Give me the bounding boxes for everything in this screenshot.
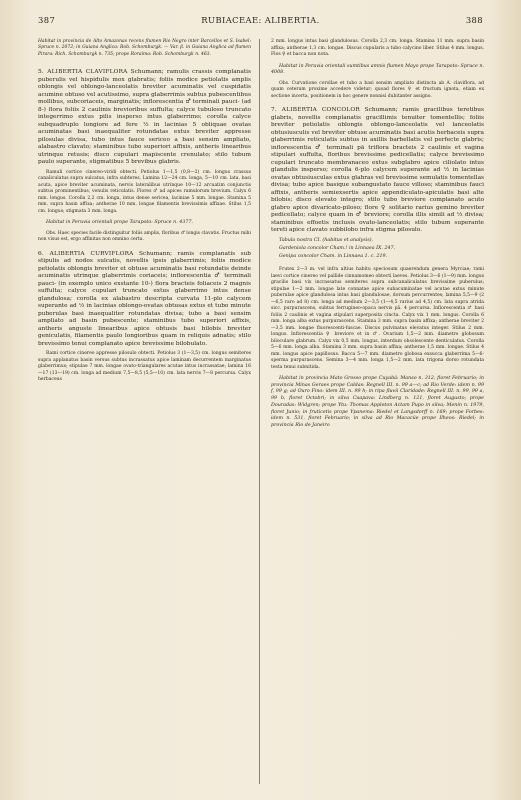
species-author: Schumann — [130, 69, 162, 76]
species-detailed-description: Ramuli cortice cinereo-viridi obtecti. Petiolus 1—1,5 (0,8—2) cm. longus crassus canaliculatus supra sulcatus, infra subteres. Lamina 12—24 cm. longa, 5—10 cm. lata, basi acuta, apice breviter acuminata, nervis lateralibus utrinque 10—12 arcuatim conjunctis subtus prominentibus, venulis reticulatis. Flores ♂ ad apices ramulorum brevium. Calyx 6 mm. longus. Corolla 2,2 cm. longa, intus dense sericea, laciniae 5 mm. longae. Stamina 5 mm. supra basin affixa; antherae 10 mm. longae filamentis brevissimis affixae. Stilus 1,5 cm. longus; stigmata 3 mm. longa. — [38, 169, 251, 214]
species-observation: Obs. Haec species facile distinguitur foliis amplis, floribus ♂ longis clavatis. Fructus mihi non visus est, ergo affinitas non omnino certa. — [38, 230, 251, 243]
plate-reference: Tabula nostra CI. (habitus et analysis). — [279, 237, 374, 243]
species-title: 7. ALIBERTIA CONCOLOR — [271, 107, 360, 114]
species-diagnosis: ramis gracilibus teretibus glabris, novellis complanatis gracillimis tenuiter tomentellis; foliis breviter petiolatis oblongis oblongo-lanceolatis vel lanceolatis obtusiusculis vel breviter obtuse acuminatis basi acutis herbaceis supra glaberrimis reticulatis subtus in axillis barbellatis vel perfecte glabris; inflorescentia ♂ terminali pā triflora bracteis 2 caulinis et vagina stipulari suffulta, floribus brevissime pedicellatis; calyce brevissimo cupulari truncato membranaceo extus subglabro apice ciliolato intus glandulis insperso; corolla 6-plo calycem superante ad ¹⁄₂ in lacinias ovatas obtusiusculas extus glabras vel brevissime semulatis tomentellas divisa; tubo apice basique subangustato fauce villoso; staminibus fauci affixis, antheris semiexsertis apice appendiculato-apiculatis basi alte bilobis; disco elevato integro; stilo tubo breviore complanato acuto glabro apice divaricato-piloso; flore ♀ solitario rarius gemino breviter pedicellato; calyce quam in ♂ breviore; corolla illis simili ad ¹⁄₃ divisa; staminibus effoetis inclusis ovato-lanceolatis; stilo tubum superante tereti apice clavato subbilobo infra stigma pilosulo. — [271, 107, 485, 234]
species-title: 5. ALIBERTIA CLAVIFLORA — [38, 69, 128, 76]
species-diagnosis: ramis complanatis sub stipulis ad nodos sulcatis, novellis ipsis glaberrimis; foliis modice petiolatis oblongis breviter et obtuse acuminatis basi rotundatis deinde acuminatis utrinque glaberrimis coriaceis; inflorescentia ♂ terminali pauci- (in exemplo unico exstante 10-) flora bracteis foliaceis 2 magnis suffulta; calyce cupulari truncato extus glaberrimo intus dense glandulosa; corolla ex alabastro descripta curvata 11-plo calycem superante ad ¹⁄₃ in lacinias oblongo-ovatas obtusas extus et tubo minute puberulas basi inaequaliter rotundatas divisa; tubo a basi sensim ampliato ad basin pubescente; staminibus tubo superiori affixis, antheris anguste linearibus apice obtusis basi bilobis breviter geniculatis, filamentis paulo longioribus quam in reliquis adnatis; stilo brevissimo tenui complanato apice brevissime bilobulato. — [38, 250, 252, 347]
column-divider — [259, 39, 260, 784]
species-detailed-description: Rami cortice cinereo appresse pilosulo obtecti. Petiolus 3 (1—3,5) cm. longus semiteres supra applanatus basin versus subtus incrassatus apice laminam decurrentem marginatus glaberrimus; stipulae 7 mm. longae ovato-triangulares acutae intus incrassatae; lamina 16—17 (13—19) cm. longa ad medium 7,5—8,5 (5,5—10) cm. lata nervis 7—8 percursa. Calyx herbaceus — [38, 351, 251, 383]
synonym: Gardeniola concolor Cham.! in Linnaea IX. 247. — [279, 246, 396, 252]
continued-description: 2 mm. longus intus basi glandulosus. Corolla 2,3 cm. longa. Stamina 11 mm. supra basin affixa; antherae 1,3 cm. longae. Discus cupularis a tubo calycino liber. Stilus 4 mm. longus. Flos ♀ et bacca non nota. — [271, 39, 484, 57]
synonym: Genipa concolor Cham. in Linnaea 1. c. 219. — [279, 254, 388, 260]
species-description: 7. ALIBERTIA CONCOLOR Schumann; ramis gracilibus teretibus glabris, novellis complanatis gracillimis tenuiter tomentellis; foliis breviter petiolatis oblongis oblongo-lanceolatis vel lanceolatis obtusiusculis vel breviter obtuse acuminatis basi acutis herbaceis supra glaberrimis reticulatis subtus in axillis barbellatis vel perfecte glabris; inflorescentia ♂ terminali pā triflora bracteis 2 caulinis et vagina stipulari suffulta, floribus brevissime pedicellatis; calyce brevissimo cupulari truncato membranaceo extus subglabro apice ciliolato intus glandulis insperso; corolla 6-plo calycem superante ad ¹⁄₂ in lacinias ovatas obtusiusculas extus glabras vel brevissime semulatis tomentellas divisa; tubo apice basique subangustato fauce villoso; staminibus fauci affixis, antheris semiexsertis apice appendiculato-apiculatis basi alte bilobis; disco elevato integro; stilo tubo breviore complanato acuto glabro apice divaricato-piloso; flore ♀ solitario rarius gemino breviter pedicellato; calyce quam in ♂ breviore; corolla illis simili ad ¹⁄₃ divisa; staminibus effoetis inclusis ovato-lanceolatis; stilo tubum superante tereti apice clavato subbilobo infra stigma pilosulo. — [271, 107, 485, 234]
species-description: 6. ALIBERTIA CURVIFLORA Schumann; ramis complanatis sub stipulis ad nodos sulcatis, novellis ipsis glaberrimis; foliis modice petiolatis oblongis breviter et obtuse acuminatis basi rotundatis deinde acuminatis utrinque glaberrimis coriaceis; inflorescentia ♂ terminali pauci- (in exemplo unico exstante 10-) flora bracteis foliaceis 2 magnis suffulta; calyce cupulari truncato extus glaberrimo intus dense glandulosa; corolla ex alabastro descripta curvata 11-plo calycem superante ad ¹⁄₃ in lacinias oblongo-ovatas obtusas extus et tubo minute puberulas basi inaequaliter rotundatas divisa; tubo a basi sensim ampliato ad basin pubescente; staminibus tubo superiori affixis, antheris anguste linearibus apice obtusis basi bilobis breviter geniculatis, filamentis paulo longioribus quam in reliquis adnatis; stilo brevissimo tenui complanato apice brevissime bilobulato. — [38, 250, 252, 347]
species-description: 5. ALIBERTIA CLAVIFLORA Schumann; ramulis crassis complanatis puberulis vel hispidulis mox glabratis; foliis modice petiolatis amplis oblongis vel oblongo-lanceolatis breviter acuminatis vel cuspidatis acumine obtuso vel acutissimo, supra glaberrimis subtus pubescentibus mollibus, subcoriaceis, marginatis; inflorescentia ♂ terminali pauci- (ad 8-) flora foliis 2 caulinis brevioribus suffulta; calyce tubuloso truncato integerrimo extus pilis insperso intus glaberrimo; corolla calyce subquadruplo longiore ad fere ¹⁄₃ in lacinias 5 obliquae ovatas acuminatas basi inaequaliter rotundatas extus breviter appresse pilosulas divisa, tubo intus fauce sericeo a basi sensim ampliato, alabastro clavato; staminibus tubo superiori affixis, antheris linearibus utrinque retusis; disco cupulari mapiscente crenulato; stilo tubum paulo superante, stigmatibus 5 brevibus glabris. — [38, 69, 252, 166]
species-habitat: Habitat in provincia Mato Grosso prope Cuyabá: Manso n. 312, floret Februario; in provincia Minas Geraes prope Caldas: Regnell III. n. 99 a—c; ad Rio Verde: idem n. 99 f, 99 g; ad Ouro Fino: idem III. n. 99 h; in ripa fluvii Claridade: Regnell III. n. 99, 99 a, 99 b, floret Octobri; in silva Caapava: Lindberg n. 121, floret Augusto; prope Douradas: Widgren; prope Ytu: Thomas Appleton Actam Pupo in silva; Menin n. 1979, floret Junio; in fruticetis prope Ypanema: Riedel et Langsdorff n. 169; prope Forbes: idem n. 531, floret Februario; in silva ad Rio Macacúe prope Ilheos: Riedel; in provincia Rio de Janeiro — [271, 376, 484, 428]
running-title: RUBIACEAE: ALIBERTIA. — [201, 15, 320, 25]
right-column — [271, 39, 484, 434]
species-habitat: Habitat in Peruvia orientali sumtibus amnis flumen Mayo prope Tarapoto: Spruce n. 4008. — [271, 63, 484, 76]
species-author: Schumann — [139, 250, 171, 257]
species-title: 6. ALIBERTIA CURVIFLORA — [38, 250, 134, 257]
species-observation: Obs. Curvatione corollae et tubo a basi sensim ampliato distincta ab A. claviflora, ad quam ceterum proxime accedere videtur; quoad flores ♀ et fructum ignota, etiam ex sectione incerta, positionem in hoc genere nonnisi dubitanter assigno. — [271, 80, 484, 99]
page-header — [38, 15, 483, 29]
left-column — [38, 39, 251, 389]
species-detailed-description: Frutex 2—3 m. vel infra altius habitu speciosum quaerendum genera Myrciae; rami laevi cortice cinereo vel pallide cinnamomeo obtecti laeves. Petiolus 3—6 (1—9) mm. longus gracilis basi vix incrassatus semiteres supra subcanaliculatus brevissime puberulus; stipulae 1—2 mm. longae late connatae apice subacuminatae vel acutae extus minute puberulae apice glandulosa intus basi glandulosae, dorsum percurrentes; lamina 5,5—9 (2—6,5 raro ad 8) cm. longa ad medium 2—3,5 (1—4,5 rarius ad 4,5) cm. lata supra atrida sicc. purpurascens, subtus ferrugineo-opaca nervis pā. 4 percursa. Inflorescentia ♂ basi foliis 2 caulinis et vagina stipulari superposita cincta. Calyx vix 1 mm. longus. Corolla 6 mm. longa alba extus purpurascens. Stamina 3 mm. supra basin affixa; antherae breviter 2—3,5 mm. longae fluorescenti-fuscae. Discus pulvinatus elevatus integer. Stilus 2 mm. longus. Inflorescentia ♀ breviore et in ♂. Ovarium 1,5—2 mm. diametro globosum biloculare glabrum. Calyx vix 0,5 mm. longus, interdum obsolescente denticulatus. Corolla 5—6 mm. longa alba. Stamina 3 mm. supra basin affixa; antherae 1,5 mm. longae. Stilus 4 mm. longus apice papillosus. Bacca 5—7 mm. diametro globosa exsucca glaberrima 5—6-sperma purpurascens. Semina 3—4 mm. longa 1,5—2 mm. lata trigona dorso rotundata testa tenui subnitida. — [271, 267, 484, 370]
species-habitat: Habitat in Peruvia orientali prope Tarapoto: Spruce n. 4377. — [46, 220, 194, 226]
page-number-left: 387 — [38, 15, 56, 25]
species-diagnosis: ramulis crassis complanatis puberulis vel hispidulis mox glabratis; foliis modice petiolatis amplis oblongis vel oblongo-lanceolatis breviter acuminatis vel cuspidatis acumine obtuso vel acutissimo, supra glaberrimis subtus pubescentibus mollibus, subcoriaceis, marginatis; inflorescentia ♂ terminali pauci- (ad 8-) flora foliis 2 caulinis brevioribus suffulta; calyce tubuloso truncato integerrimo extus pilis insperso intus glaberrimo; corolla calyce subquadruplo longiore ad fere ¹⁄₃ in lacinias 5 obliquae ovatas acuminatas basi inaequaliter rotundatas extus breviter appresse pilosulas divisa, tubo intus fauce sericeo a basi sensim ampliato, alabastro clavato; staminibus tubo superiori affixis, antheris linearibus utrinque retusis; disco cupulari mapiscente crenulato; stilo tubum paulo superante, stigmatibus 5 brevibus glabris. — [38, 69, 252, 166]
habitat-paragraph: Habitat in provincia de Alto Amazonas recens flumen Rio Negro inter Barcellos et S. Isabel: Spruce n. 2072; in Guiana Anglica: Rob. Schomburgk. — Var. β. in Guiana Anglica ad flumen Pirara: Rich. Schomburgk n. 735; prope Roraima: Rob. Schomburgk n. 463. — [38, 39, 251, 57]
page-number-right: 388 — [465, 15, 483, 25]
species-author: Schumann — [364, 107, 396, 114]
